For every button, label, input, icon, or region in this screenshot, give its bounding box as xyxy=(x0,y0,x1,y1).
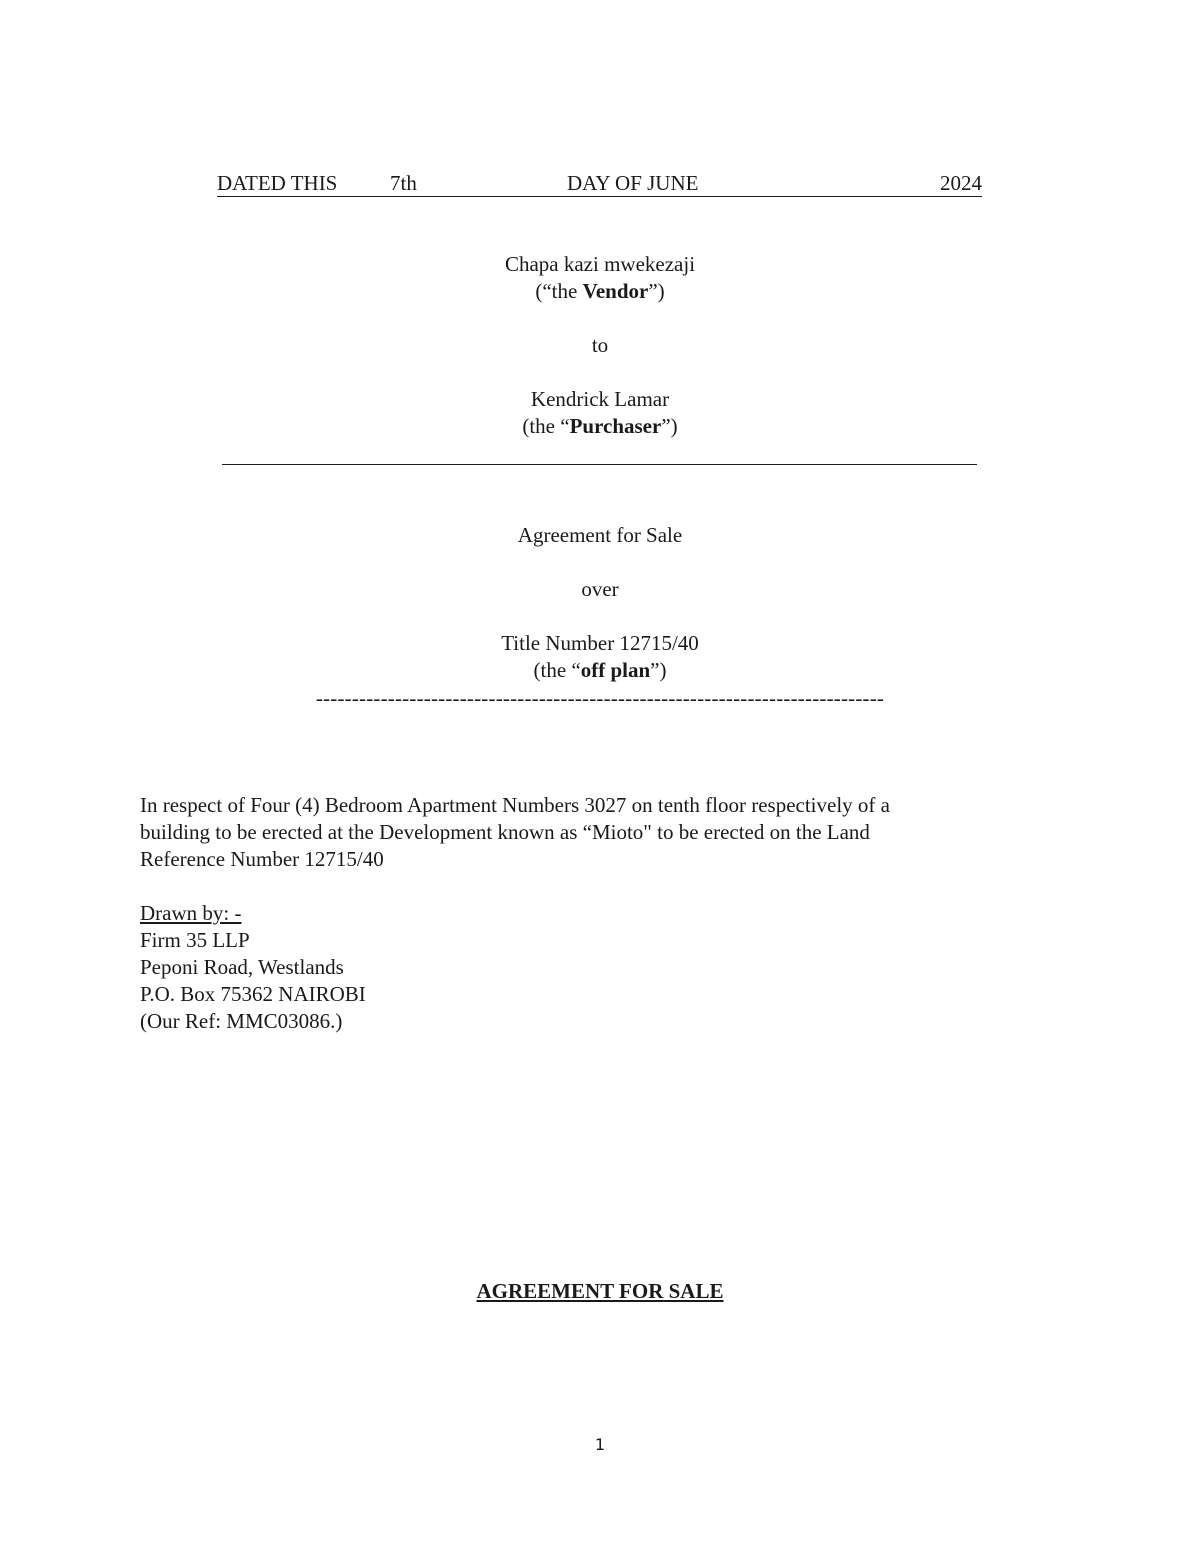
vendor-designation xyxy=(0,278,1200,305)
vendor-role: Vendor xyxy=(582,279,649,303)
over-text: over xyxy=(581,577,619,601)
dashed-divider: ------------------------------------------------------------------------------- xyxy=(315,686,885,710)
plan-suffix: ”) xyxy=(650,658,667,682)
document-type: Agreement for Sale xyxy=(517,523,683,547)
dated-year: 2024 xyxy=(940,171,982,195)
horizontal-rule xyxy=(222,464,977,465)
purchaser-role: Purchaser xyxy=(569,414,662,438)
dated-line xyxy=(217,170,982,197)
purchaser-name: Kendrick Lamar xyxy=(530,387,670,411)
vendor-prefix: (“the xyxy=(535,279,583,303)
dated-month: DAY OF JUNE xyxy=(567,171,699,195)
drawn-by-block xyxy=(140,900,366,1035)
description-line-1: In respect of Four (4) Bedroom Apartment Numbers 3027 on tenth floor respectively of a xyxy=(140,793,890,817)
plan-label: off plan xyxy=(580,658,651,682)
purchaser-designation xyxy=(0,413,1200,440)
description-line-3: Reference Number 12715/40 xyxy=(140,847,384,871)
drawn-by-firm: Firm 35 LLP xyxy=(140,928,250,952)
drawn-by-po-box: P.O. Box 75362 NAIROBI xyxy=(140,982,366,1006)
page-number: 1 xyxy=(594,1435,606,1454)
drawn-by-reference: (Our Ref: MMC03086.) xyxy=(140,1009,343,1033)
title-number: Title Number 12715/40 xyxy=(501,631,699,655)
plan-prefix: (the “ xyxy=(533,658,581,682)
section-heading: AGREEMENT FOR SALE xyxy=(476,1279,724,1303)
vendor-suffix: ”) xyxy=(648,279,665,303)
drawn-by-address: Peponi Road, Westlands xyxy=(140,955,344,979)
parties-conjunction: to xyxy=(591,333,609,357)
property-description xyxy=(140,792,1020,873)
vendor-name: Chapa kazi mwekezaji xyxy=(504,252,696,276)
drawn-by-label: Drawn by: - xyxy=(140,901,242,925)
description-line-2: building to be erected at the Development known as “Mioto" to be erected on the Land xyxy=(140,820,870,844)
purchaser-suffix: ”) xyxy=(661,414,678,438)
purchaser-prefix: (the “ xyxy=(522,414,570,438)
plan-designation xyxy=(0,657,1200,684)
dated-day: 7th xyxy=(390,171,417,195)
dated-label: DATED THIS xyxy=(217,171,338,195)
